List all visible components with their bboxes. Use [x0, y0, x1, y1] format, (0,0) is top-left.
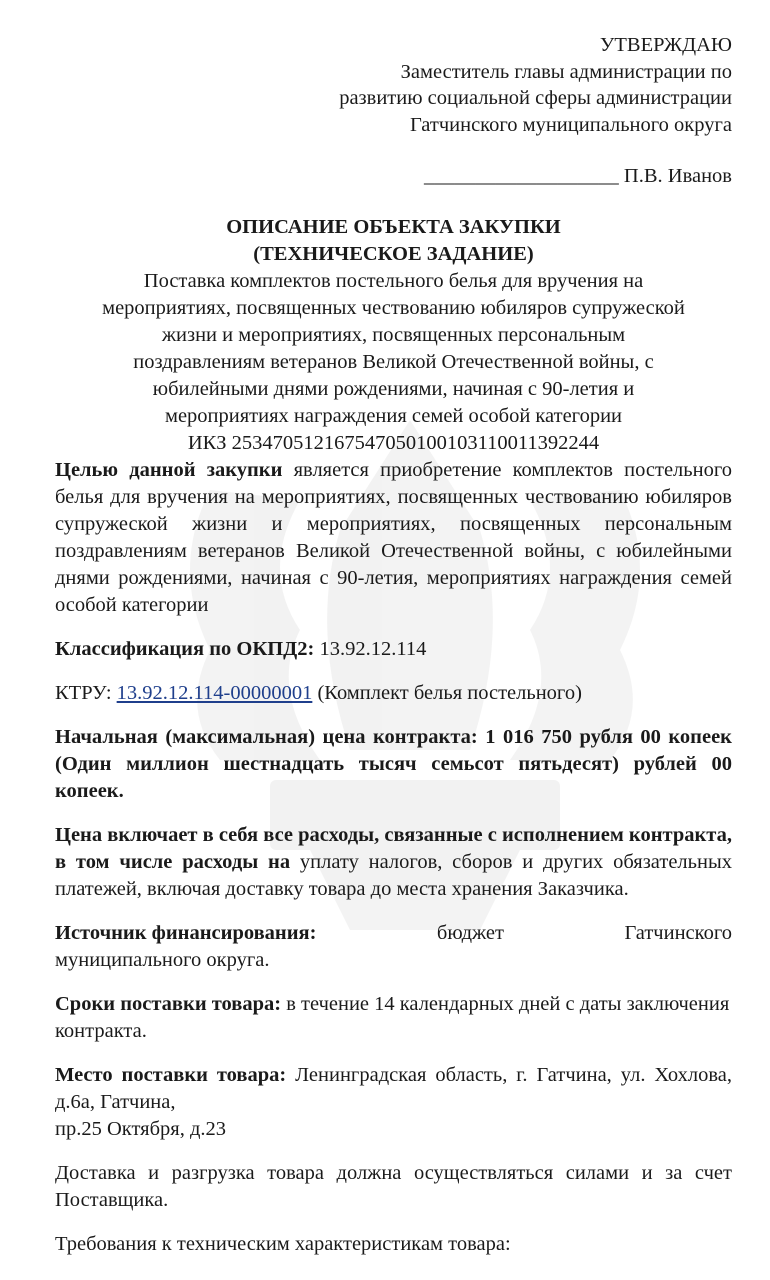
approval-block — [55, 32, 732, 190]
subject-line: мероприятиях награждения семей особой категории — [164, 404, 623, 427]
subject-line: юбилейными днями рождениями, начиная с 90-летия и — [152, 377, 635, 400]
financing-line2: муниципального округа. — [55, 948, 270, 971]
delivery-place-text: Ленинградская область, г. Гатчина, ул. Хохлова, д.6а, Гатчина, — [55, 1063, 732, 1113]
ktru-paragraph — [55, 680, 732, 707]
document-title-line2: (ТЕХНИЧЕСКОЕ ЗАДАНИЕ) — [253, 242, 534, 265]
okpd-label: Классификация по ОКПД2: — [55, 637, 315, 660]
document-title-line1: ОПИСАНИЕ ОБЪЕКТА ЗАКУПКИ — [226, 215, 561, 238]
financing-paragraph — [55, 920, 732, 974]
financing-word2: Гатчинского — [624, 921, 732, 944]
signatory-name: П.В. Иванов — [623, 165, 732, 187]
price-includes-text: уплату налогов, сборов и других обязательных платежей, включая доставку товара до места хранения Заказчика. — [55, 850, 733, 900]
okpd-value: 13.92.12.114 — [314, 637, 427, 660]
procurement-subject — [55, 268, 732, 430]
price-includes-label: Цена включает в себя все расходы, связанные с исполнением контракта, в том числе расходы на — [55, 823, 732, 873]
price-paragraph — [55, 724, 732, 805]
ikz-code: ИКЗ 253470512167547050100103110011392244 — [187, 431, 600, 454]
subject-line: Поставка комплектов постельного белья для вручения на — [143, 269, 644, 292]
ktru-label: КТРУ: — [55, 681, 117, 704]
ktru-code-link[interactable]: 13.92.12.114-00000001 — [116, 681, 313, 704]
subject-line: мероприятиях, посвященных чествованию юбиляров супружеской — [102, 296, 685, 319]
requirements-heading: Требования к техническим характеристикам товара: — [55, 1232, 511, 1255]
document-title — [55, 214, 732, 268]
delivery-terms-text: в течение 14 календарных дней с даты заключения контракта. — [55, 992, 730, 1042]
delivery-place-line — [55, 1062, 732, 1116]
approval-position-line2: развитию социальной сферы администрации — [339, 87, 732, 109]
subject-line: жизни и мероприятиях, посвященных персональным — [161, 323, 626, 346]
approval-position-line1: Заместитель главы администрации по — [400, 60, 732, 83]
shipping-paragraph: Доставка и разгрузка товара должна осуществляться силами и за счет Поставщика. — [55, 1161, 732, 1211]
financing-label: Источник финансирования: — [55, 921, 317, 944]
approval-title: УТВЕРЖДАЮ — [599, 34, 732, 56]
delivery-terms-paragraph — [55, 991, 732, 1045]
delivery-place-paragraph — [55, 1062, 732, 1143]
price-includes-paragraph — [55, 822, 732, 903]
goal-text: является приобретение комплектов постельного белья для вручения на мероприятиях, посвященных чествованию юбиляров супружеской жизни и мероприятиях, посвященных персональным поздравлениям ветеранов Великой Отечественной войны, с юбилейными днями рождениями, начиная с 90-летия, мероприятиях награждения семей особой категории — [55, 458, 732, 616]
delivery-place-label: Место поставки товара: — [55, 1063, 287, 1086]
approval-position-line3: Гатчинского муниципального округа — [409, 113, 732, 136]
price-text: Начальная (максимальная) цена контракта: 1 016 750 рубля 00 копеек (Один миллион шестнадцать тысяч семьсот пятьдесят) рублей 00 копеек. — [55, 725, 732, 802]
financing-word1: бюджет — [436, 921, 504, 944]
document-page — [55, 32, 732, 1258]
okpd-paragraph — [55, 636, 732, 663]
delivery-place-line2: пр.25 Октября, д.23 — [55, 1117, 226, 1140]
signature-blank: ___________________ — [424, 165, 619, 187]
subject-line: поздравлениям ветеранов Великой Отечественной войны, с — [133, 350, 654, 373]
ktru-description: (Комплект белья постельного) — [312, 681, 582, 704]
goal-label: Целью данной закупки — [55, 458, 283, 481]
financing-line1 — [55, 920, 732, 947]
signature-line — [55, 163, 732, 190]
goal-paragraph — [55, 457, 732, 619]
delivery-terms-label: Сроки поставки товара: — [55, 992, 282, 1015]
